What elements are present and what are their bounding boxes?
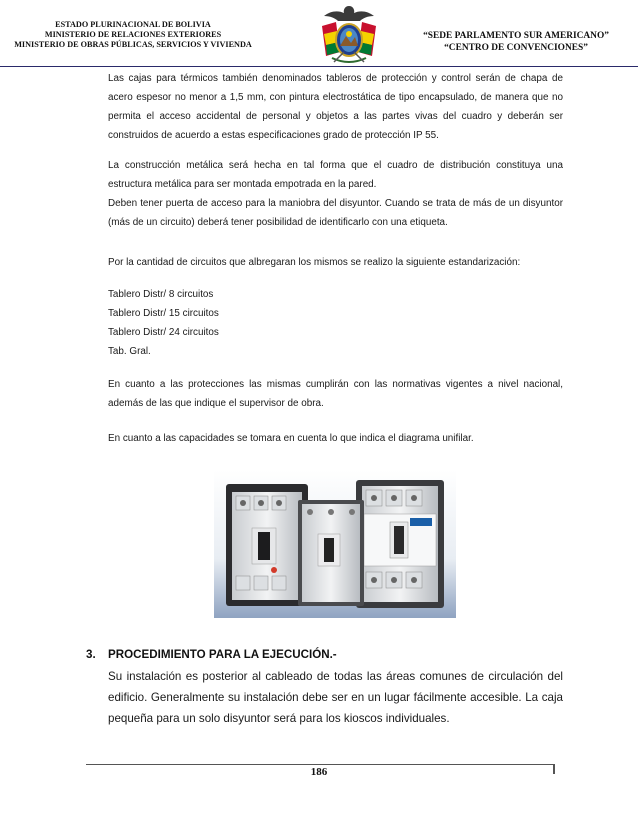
paragraph-text: La construcción metálica será hecha en tal forma que el cuadro de distribución constituya una estructura metálica para ser montada empotrada en la pared. xyxy=(108,160,563,190)
paragraph-metal-structure xyxy=(108,156,563,232)
list-item: Tablero Distr/ 8 circuitos xyxy=(108,289,214,300)
section-heading xyxy=(86,648,337,661)
section-title: PROCEDIMIENTO PARA LA EJECUCIÓN.- xyxy=(108,648,337,661)
header-right-line: “SEDE PARLAMENTO SUR AMERICANO” xyxy=(423,31,609,41)
list-item: Tablero Distr/ 24 circuitos xyxy=(108,327,219,338)
list-item: Tab. Gral. xyxy=(108,346,151,357)
paragraph-text: En cuanto a las protecciones las mismas cumplirán con las normativas vigentes a nivel nacional, además de las que indique el supervisor de obra. xyxy=(108,379,563,409)
footer-divider xyxy=(86,764,554,765)
paragraph-protections xyxy=(108,375,563,413)
paragraph-text: Deben tener puerta de acceso para la maniobra del disyuntor. Cuando se trata de más de un disyuntor (más de un circuito) deberá tener posibilidad de identificarlo con una etiqueta. xyxy=(108,198,563,228)
paragraph-text: Por la cantidad de circuitos que albregaran los mismos se realizo la siguiente estandarización: xyxy=(108,257,521,268)
header-left-line: MINISTERIO DE OBRAS PÚBLICAS, SERVICIOS Y VIVIENDA xyxy=(14,40,252,49)
paragraph-capacities xyxy=(108,429,563,448)
header-left-line: ESTADO PLURINACIONAL DE BOLIVIA xyxy=(55,20,211,29)
footer-tick xyxy=(553,764,555,774)
paragraph-standardization xyxy=(108,253,563,272)
page-number: 186 xyxy=(310,766,328,778)
list-item: Tablero Distr/ 15 circuitos xyxy=(108,308,219,319)
panel-list xyxy=(108,285,563,361)
paragraph-text: En cuanto a las capacidades se tomara en cuenta lo que indica el diagrama unifilar. xyxy=(108,433,474,444)
section-number: 3. xyxy=(86,648,96,661)
header-institution-block xyxy=(2,20,264,50)
header-left-line: MINISTERIO DE RELACIONES EXTERIORES xyxy=(44,30,222,39)
paragraph-enclosure-spec xyxy=(108,69,563,145)
header-right-line: “CENTRO DE CONVENCIONES” xyxy=(444,43,588,53)
header-divider xyxy=(0,66,638,67)
paragraph-text: Su instalación es posterior al cableado de todas las áreas comunes de circulación del edificio. Generalmente su instalación debe ser en un lugar fácilmente accesible. La caja pequeña para un solo disyuntor será para los kioscos individuales. xyxy=(108,670,563,725)
header-project-block xyxy=(398,30,634,54)
paragraph-text: Las cajas para térmicos también denominados tableros de protección y control serán de chapa de acero espesor no menor a 1,5 mm, con pintura electrostática de tipo encapsulado, de manera que no permita el acceso accidental de personal y objetos a las partes vivas del cuadro y deberán ser construidos de acuerdo a estas especificaciones grado de protección IP 55. xyxy=(108,73,563,141)
section-body xyxy=(108,666,563,729)
bolivia-coat-of-arms-icon xyxy=(318,4,380,68)
circuit-breakers-photo xyxy=(214,470,456,618)
